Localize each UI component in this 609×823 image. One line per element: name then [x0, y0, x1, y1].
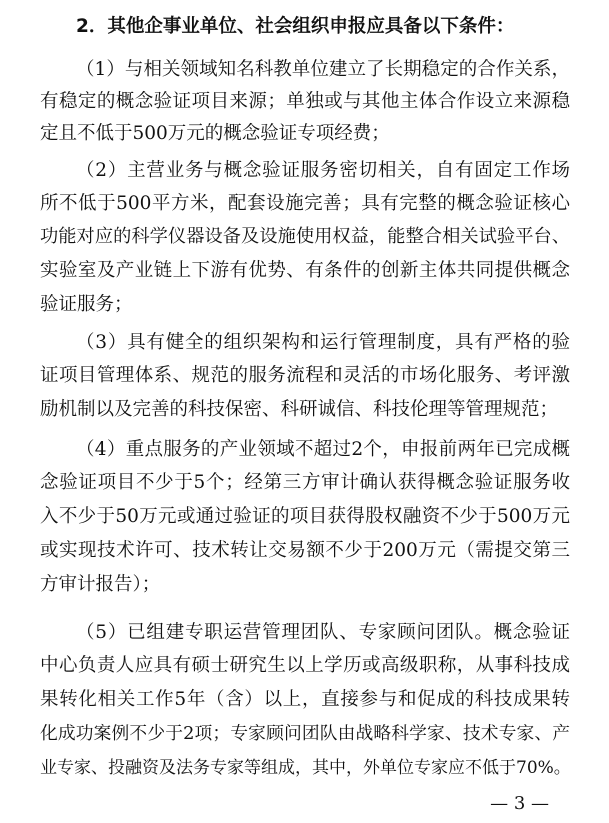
paragraph-3-line-1: （3）具有健全的组织架构和运行管理制度，具有严格的验: [76, 332, 570, 353]
paragraph-2-line-2: 所不低于500平方米，配套设施完善；具有完整的概念验证核心: [40, 193, 570, 214]
paragraph-5-line-2: 中心负责人应具有硕士研究生以上学历或高级职称，从事科技成: [40, 655, 570, 676]
page-number: — 3 —: [490, 793, 549, 814]
paragraph-4-line-5: 方审计报告）；: [40, 574, 161, 595]
paragraph-5-line-1: （5）已组建专职运营管理团队、专家顾问团队。概念验证: [76, 622, 570, 643]
paragraph-5-line-3: 果转化相关工作5年（含）以上，直接参与和促成的科技成果转: [40, 689, 570, 710]
paragraph-4-line-4: 或实现技术许可、技术转让交易额不少于200万元（需提交第三: [40, 540, 570, 561]
paragraph-3-line-3: 励机制以及完善的科技保密、科研诚信、科技伦理等管理规范；: [40, 399, 559, 420]
paragraph-1-line-1: （1）与相关领域知名科教单位建立了长期稳定的合作关系，: [76, 59, 570, 80]
paragraph-5-line-5: 业专家、投融资及法务专家等组成，其中，外单位专家应不低于70%。: [40, 758, 571, 778]
paragraph-3-line-2: 证项目管理体系、规范的服务流程和灵活的市场化服务、考评激: [40, 365, 570, 386]
paragraph-2-line-1: （2）主营业务与概念验证服务密切相关，自有固定工作场: [76, 160, 570, 181]
section-heading: 2．其他企事业单位、社会组织申报应具备以下条件：: [76, 16, 515, 37]
paragraph-2-line-3: 功能对应的科学仪器设备及设施使用权益，能整合相关试验平台、: [40, 226, 570, 247]
paragraph-1-line-3: 定且不低于500万元的概念验证专项经费；: [40, 123, 390, 144]
paragraph-1-line-2: 有稳定的概念验证项目来源；单独或与其他主体合作设立来源稳: [40, 91, 570, 112]
paragraph-2-line-5: 验证服务；: [40, 294, 133, 315]
paragraph-2-line-4: 实验室及产业链上下游有优势、有条件的创新主体共同提供概念: [40, 260, 570, 281]
paragraph-4-line-2: 念验证项目不少于5个；经第三方审计确认获得概念验证服务收: [40, 472, 570, 493]
paragraph-5-line-4: 化成功案例不少于2项；专家顾问团队由战略科学家、技术专家、产: [40, 724, 570, 744]
paragraph-4-line-1: （4）重点服务的产业领域不超过2个，申报前两年已完成概: [76, 439, 570, 460]
paragraph-4-line-3: 入不少于50万元或通过验证的项目获得股权融资不少于500万元: [40, 506, 570, 527]
